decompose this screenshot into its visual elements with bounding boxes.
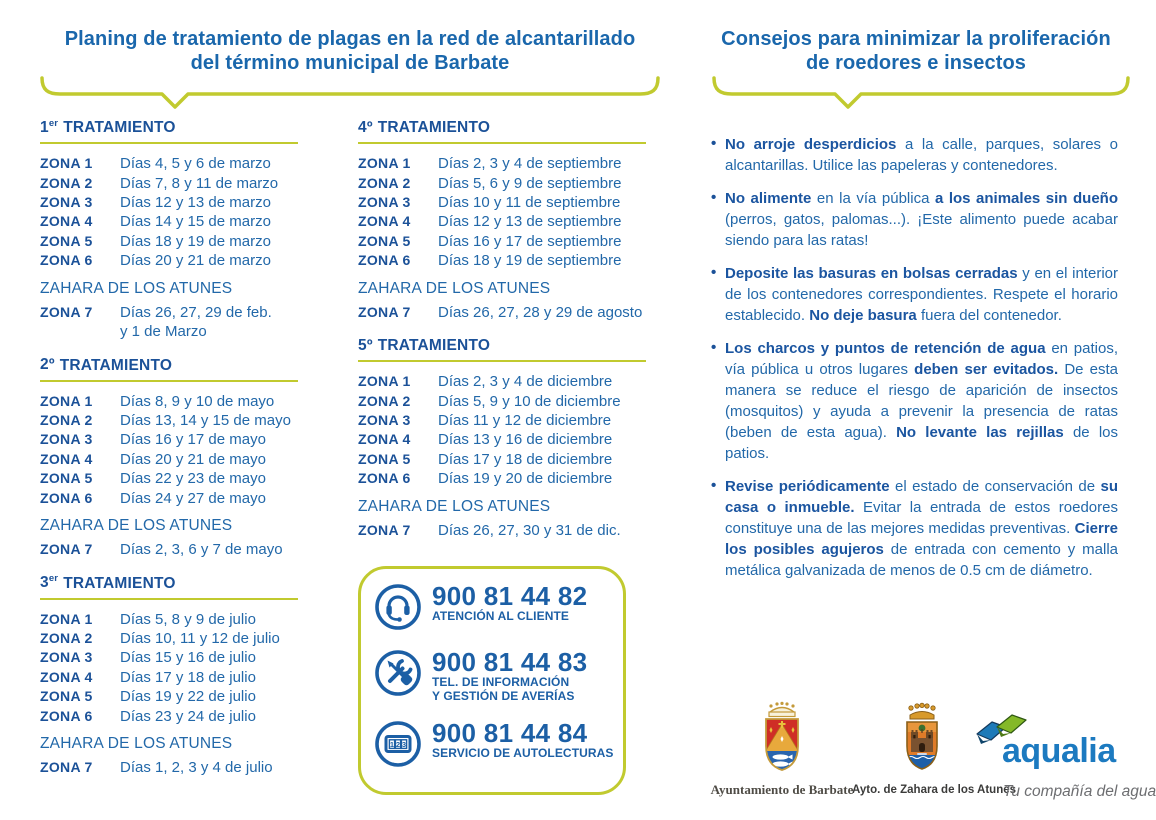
zone-dates: Días 16 y 17 de mayo [120, 431, 266, 449]
phone-label: Y GESTIÓN DE AVERÍAS [432, 688, 575, 703]
zahara-crest-icon [900, 700, 944, 772]
phone-entry-text [432, 719, 614, 761]
zone-label: ZONA 4 [40, 213, 93, 230]
phone-entry-self-reading [373, 719, 623, 769]
right-title-brace [712, 74, 1130, 112]
phone-number: 900 81 44 83 [432, 647, 588, 677]
zone-dates: Días 12 y 13 de septiembre [438, 213, 622, 231]
zone-label: ZONA 3 [358, 193, 411, 210]
treatment-section-5 [358, 336, 646, 540]
zone-dates: Días 20 y 21 de marzo [120, 252, 271, 270]
zone-label: ZONA 3 [40, 431, 93, 448]
treatment-section-4 [358, 118, 646, 322]
section-2-word: TRATAMIENTO [59, 356, 173, 374]
right-title-line2: de roedores e insectos [805, 52, 1027, 74]
zone-row [358, 430, 646, 449]
barbate-caption: Ayuntamiento de Barbate [710, 782, 854, 797]
zone-label: ZONA 3 [40, 193, 93, 210]
section-1-word: TRATAMIENTO [63, 119, 176, 137]
tip-item: • Deposite las basuras en bolsas cerradas y en el interior de los contenedores correspondientes. Respete el horario establecido. No deje basura fuera del contenedor. [710, 263, 1118, 326]
footer-logos [700, 686, 1156, 816]
zone-dates: Días 26, 27, 29 de feb. y 1 de Marzo [120, 303, 272, 340]
zone-row [358, 450, 646, 469]
zone-dates: Días 8, 9 y 10 de mayo [120, 392, 275, 410]
zone-label: ZONA 6 [40, 707, 93, 724]
zone-row-zahara [40, 540, 298, 559]
zone-row [40, 629, 298, 648]
phone-number: 900 81 44 82 [432, 581, 588, 611]
subarea-label: ZAHARA DE LOS ATUNES [40, 735, 233, 752]
zone-label: ZONA 1 [40, 392, 93, 409]
zone-row [40, 489, 298, 508]
phone-label: TEL. DE INFORMACIÓN [432, 675, 570, 689]
zone-dates: Días 17 y 18 de julio [120, 668, 256, 686]
phone-entry-text [432, 582, 587, 624]
phone-number: 900 81 44 84 [432, 718, 588, 748]
zone-label: ZONA 4 [40, 450, 93, 467]
left-title-line2: del término municipal de Barbate [190, 52, 510, 74]
section-1-heading [40, 118, 298, 144]
zone-dates: Días 19 y 22 de julio [120, 688, 256, 706]
zone-row [358, 174, 646, 193]
zone-dates: Días 18 y 19 de marzo [120, 232, 271, 250]
treatment-section-3 [40, 573, 298, 777]
section-1-ordinal-suffix: er [48, 118, 59, 129]
right-title-line1: Consejos para minimizar la proliferación [721, 28, 1111, 50]
zone-row [40, 648, 298, 667]
tip-item: • Los charcos y puntos de retención de agua en patios, vía pública u otros lugares deben ser evitados. De esta manera se reduce el riesgo de aparición de insectos (mosquitos) y ayuda a prevenir la presencia de ratas (beben de esta agua). No levante las rejillas de los patios. [710, 338, 1118, 464]
zone-row [358, 193, 646, 212]
section-5-heading [358, 336, 646, 362]
zone-row [40, 174, 298, 193]
zone-dates: Días 2, 3 y 4 de diciembre [438, 373, 613, 391]
zone-label: ZONA 5 [358, 232, 411, 249]
treatment-section-1 [40, 118, 298, 341]
zone-row [40, 469, 298, 488]
section-3-ordinal: 3 [40, 574, 49, 592]
section-3-ordinal-suffix: er [48, 573, 59, 585]
zone-dates: Días 24 y 27 de mayo [120, 489, 266, 507]
section-1-ordinal: 1 [40, 119, 49, 137]
zahara-logo [852, 700, 1017, 796]
zone-row [40, 430, 298, 449]
tips-column [710, 134, 1118, 593]
zone-dates: Días 15 y 16 de julio [120, 649, 256, 667]
zone-row [40, 193, 298, 212]
zone-label: ZONA 2 [40, 174, 93, 191]
zone-label: ZONA 2 [358, 174, 411, 191]
zone-label: ZONA 1 [358, 373, 411, 390]
zone-label: ZONA 7 [358, 303, 411, 320]
aqualia-logo [975, 714, 1156, 804]
zone-label: ZONA 7 [40, 759, 93, 775]
zone-dates: Días 17 y 18 de diciembre [438, 450, 613, 468]
right-page-title [700, 27, 1132, 75]
tip-item: • No alimente en la vía pública a los animales sin dueño (perros, gatos, palomas...). ¡Este alimento puede acabar siendo para las ratas! [710, 188, 1118, 251]
section-2-heading [40, 355, 298, 381]
zone-label: ZONA 4 [358, 431, 411, 448]
barbate-crest-icon [758, 698, 806, 774]
zone-label: ZONA 6 [40, 252, 93, 269]
zone-row [40, 212, 298, 231]
zone-row-zahara [40, 758, 298, 777]
phone-label: SERVICIO DE AUTOLECTURAS [432, 746, 614, 760]
zone-dates: Días 7, 8 y 11 de marzo [120, 174, 279, 192]
zone-dates: Días 20 y 21 de mayo [120, 450, 266, 468]
zone-dates: Días 5, 6 y 9 de septiembre [438, 174, 622, 192]
zone-dates: Días 14 y 15 de marzo [120, 213, 271, 231]
zone-row [358, 392, 646, 411]
zone-label: ZONA 2 [40, 629, 93, 646]
zone-label: ZONA 1 [358, 155, 411, 172]
zone-dates: Días 12 y 13 de marzo [120, 193, 271, 211]
zone-dates: Días 26, 27, 28 y 29 de agosto [438, 303, 643, 321]
zone-dates: Días 1, 2, 3 y 4 de julio [120, 759, 273, 776]
zone-row [358, 212, 646, 231]
zone-row [40, 154, 298, 173]
zone-dates: Días 5, 9 y 10 de diciembre [438, 392, 621, 410]
zone-row [40, 687, 298, 706]
svg-text:2: 2 [395, 740, 401, 749]
zone-label: ZONA 2 [40, 411, 93, 428]
zone-row [40, 411, 298, 430]
zone-dates: Días 10 y 11 de septiembre [438, 193, 621, 211]
zone-label: ZONA 2 [358, 392, 411, 409]
zone-label: ZONA 7 [358, 521, 411, 538]
left-page-title [38, 27, 662, 75]
zone-label: ZONA 6 [40, 489, 93, 506]
zone-dates: Días 4, 5 y 6 de marzo [120, 155, 271, 173]
phone-numbers-box [358, 566, 626, 795]
section-5-ordinal: 5º [358, 337, 373, 355]
zone-dates: Días 23 y 24 de julio [120, 707, 256, 725]
zone-label: ZONA 5 [358, 450, 411, 467]
meter-icon [373, 719, 423, 769]
svg-text:1: 1 [389, 740, 395, 749]
zone-dates: Días 18 y 19 de septiembre [438, 252, 622, 270]
zone-label: ZONA 3 [40, 649, 93, 666]
headset-icon [373, 582, 423, 632]
zone-row [40, 251, 298, 270]
zone-label: ZONA 7 [40, 303, 93, 320]
zone-row [358, 411, 646, 430]
subarea-label: ZAHARA DE LOS ATUNES [40, 517, 233, 534]
tip-item: • Revise periódicamente el estado de conservación de su casa o inmueble. Evitar la entrada de estos roedores constituye una de las mejores medidas preventivas. Cierre los posibles agujeros de entrada con cemento y malla metálica galvanizada de menos de 0.5 cm de diámetro. [710, 476, 1118, 581]
aqualia-wordmark: aqualia [1002, 732, 1116, 770]
section-4-heading [358, 118, 646, 144]
svg-text:3: 3 [401, 740, 407, 749]
zone-label: ZONA 1 [40, 610, 93, 627]
zone-dates: Días 2, 3 y 4 de septiembre [438, 155, 622, 173]
zone-row [358, 154, 646, 173]
zone-row [358, 251, 646, 270]
zone-row-zahara [358, 303, 646, 322]
phone-entry-customer-service [373, 582, 623, 632]
section-3-word: TRATAMIENTO [63, 574, 176, 592]
zone-label: ZONA 5 [40, 232, 93, 249]
zone-dates: Días 13 y 16 de diciembre [438, 431, 613, 449]
zone-label: ZONA 6 [358, 252, 411, 269]
zone-label: ZONA 1 [40, 155, 93, 172]
zone-dates: Días 5, 8 y 9 de julio [120, 610, 256, 628]
zone-label: ZONA 4 [40, 668, 93, 685]
barbate-logo [707, 698, 857, 798]
phone-entry-breakdowns [373, 648, 623, 703]
zone-row [40, 610, 298, 629]
treatments-column-1 [40, 118, 298, 777]
zone-label: ZONA 7 [40, 541, 93, 557]
zahara-caption: Ayto. de Zahara de los Atunes [852, 784, 1017, 796]
zone-row-zahara [40, 303, 298, 342]
left-title-line1: Planing de tratamiento de plagas en la red de alcantarillado [64, 28, 636, 50]
treatment-section-2 [40, 355, 298, 559]
zone-row-zahara [358, 521, 646, 540]
aqualia-tagline: Tu compañía del agua [1003, 783, 1156, 800]
tips-list [710, 134, 1118, 581]
zone-row [358, 372, 646, 391]
zone-row [358, 232, 646, 251]
subarea-label: ZAHARA DE LOS ATUNES [358, 497, 551, 515]
zone-row [358, 469, 646, 488]
section-2-ordinal: 2º [40, 356, 55, 374]
section-4-ordinal: 4º [358, 119, 373, 137]
zone-row [40, 707, 298, 726]
section-5-word: TRATAMIENTO [377, 337, 491, 355]
phone-label: ATENCIÓN AL CLIENTE [432, 609, 570, 623]
left-title-brace [40, 74, 660, 112]
tip-item: • No arroje desperdicios a la calle, parques, solares o alcantarillas. Utilice las papeleras y contenedores. [710, 134, 1118, 176]
zone-row [40, 392, 298, 411]
zone-dates: Días 26, 27, 30 y 31 de dic. [438, 521, 621, 539]
tools-icon [373, 648, 423, 698]
zone-label: ZONA 5 [40, 470, 93, 487]
zone-dates: Días 16 y 17 de septiembre [438, 232, 622, 250]
subarea-label: ZAHARA DE LOS ATUNES [40, 279, 233, 297]
zone-dates: Días 10, 11 y 12 de julio [120, 629, 280, 647]
treatments-column-2 [358, 118, 646, 540]
section-3-heading [40, 573, 298, 599]
zone-dates: Días 13, 14 y 15 de mayo [120, 411, 291, 429]
zone-dates: Días 11 y 12 de diciembre [438, 411, 612, 429]
subarea-label: ZAHARA DE LOS ATUNES [358, 279, 551, 297]
phone-entry-text [432, 648, 587, 703]
zone-row [40, 450, 298, 469]
zone-label: ZONA 3 [358, 411, 411, 428]
zone-dates: Días 22 y 23 de mayo [120, 470, 266, 488]
zone-dates: Días 2, 3, 6 y 7 de mayo [120, 541, 283, 558]
zone-label: ZONA 6 [358, 470, 411, 487]
zone-label: ZONA 5 [40, 688, 93, 705]
zone-row [40, 232, 298, 251]
zone-dates: Días 19 y 20 de diciembre [438, 470, 613, 488]
zone-label: ZONA 4 [358, 213, 411, 230]
section-4-word: TRATAMIENTO [377, 119, 491, 137]
zone-row [40, 668, 298, 687]
